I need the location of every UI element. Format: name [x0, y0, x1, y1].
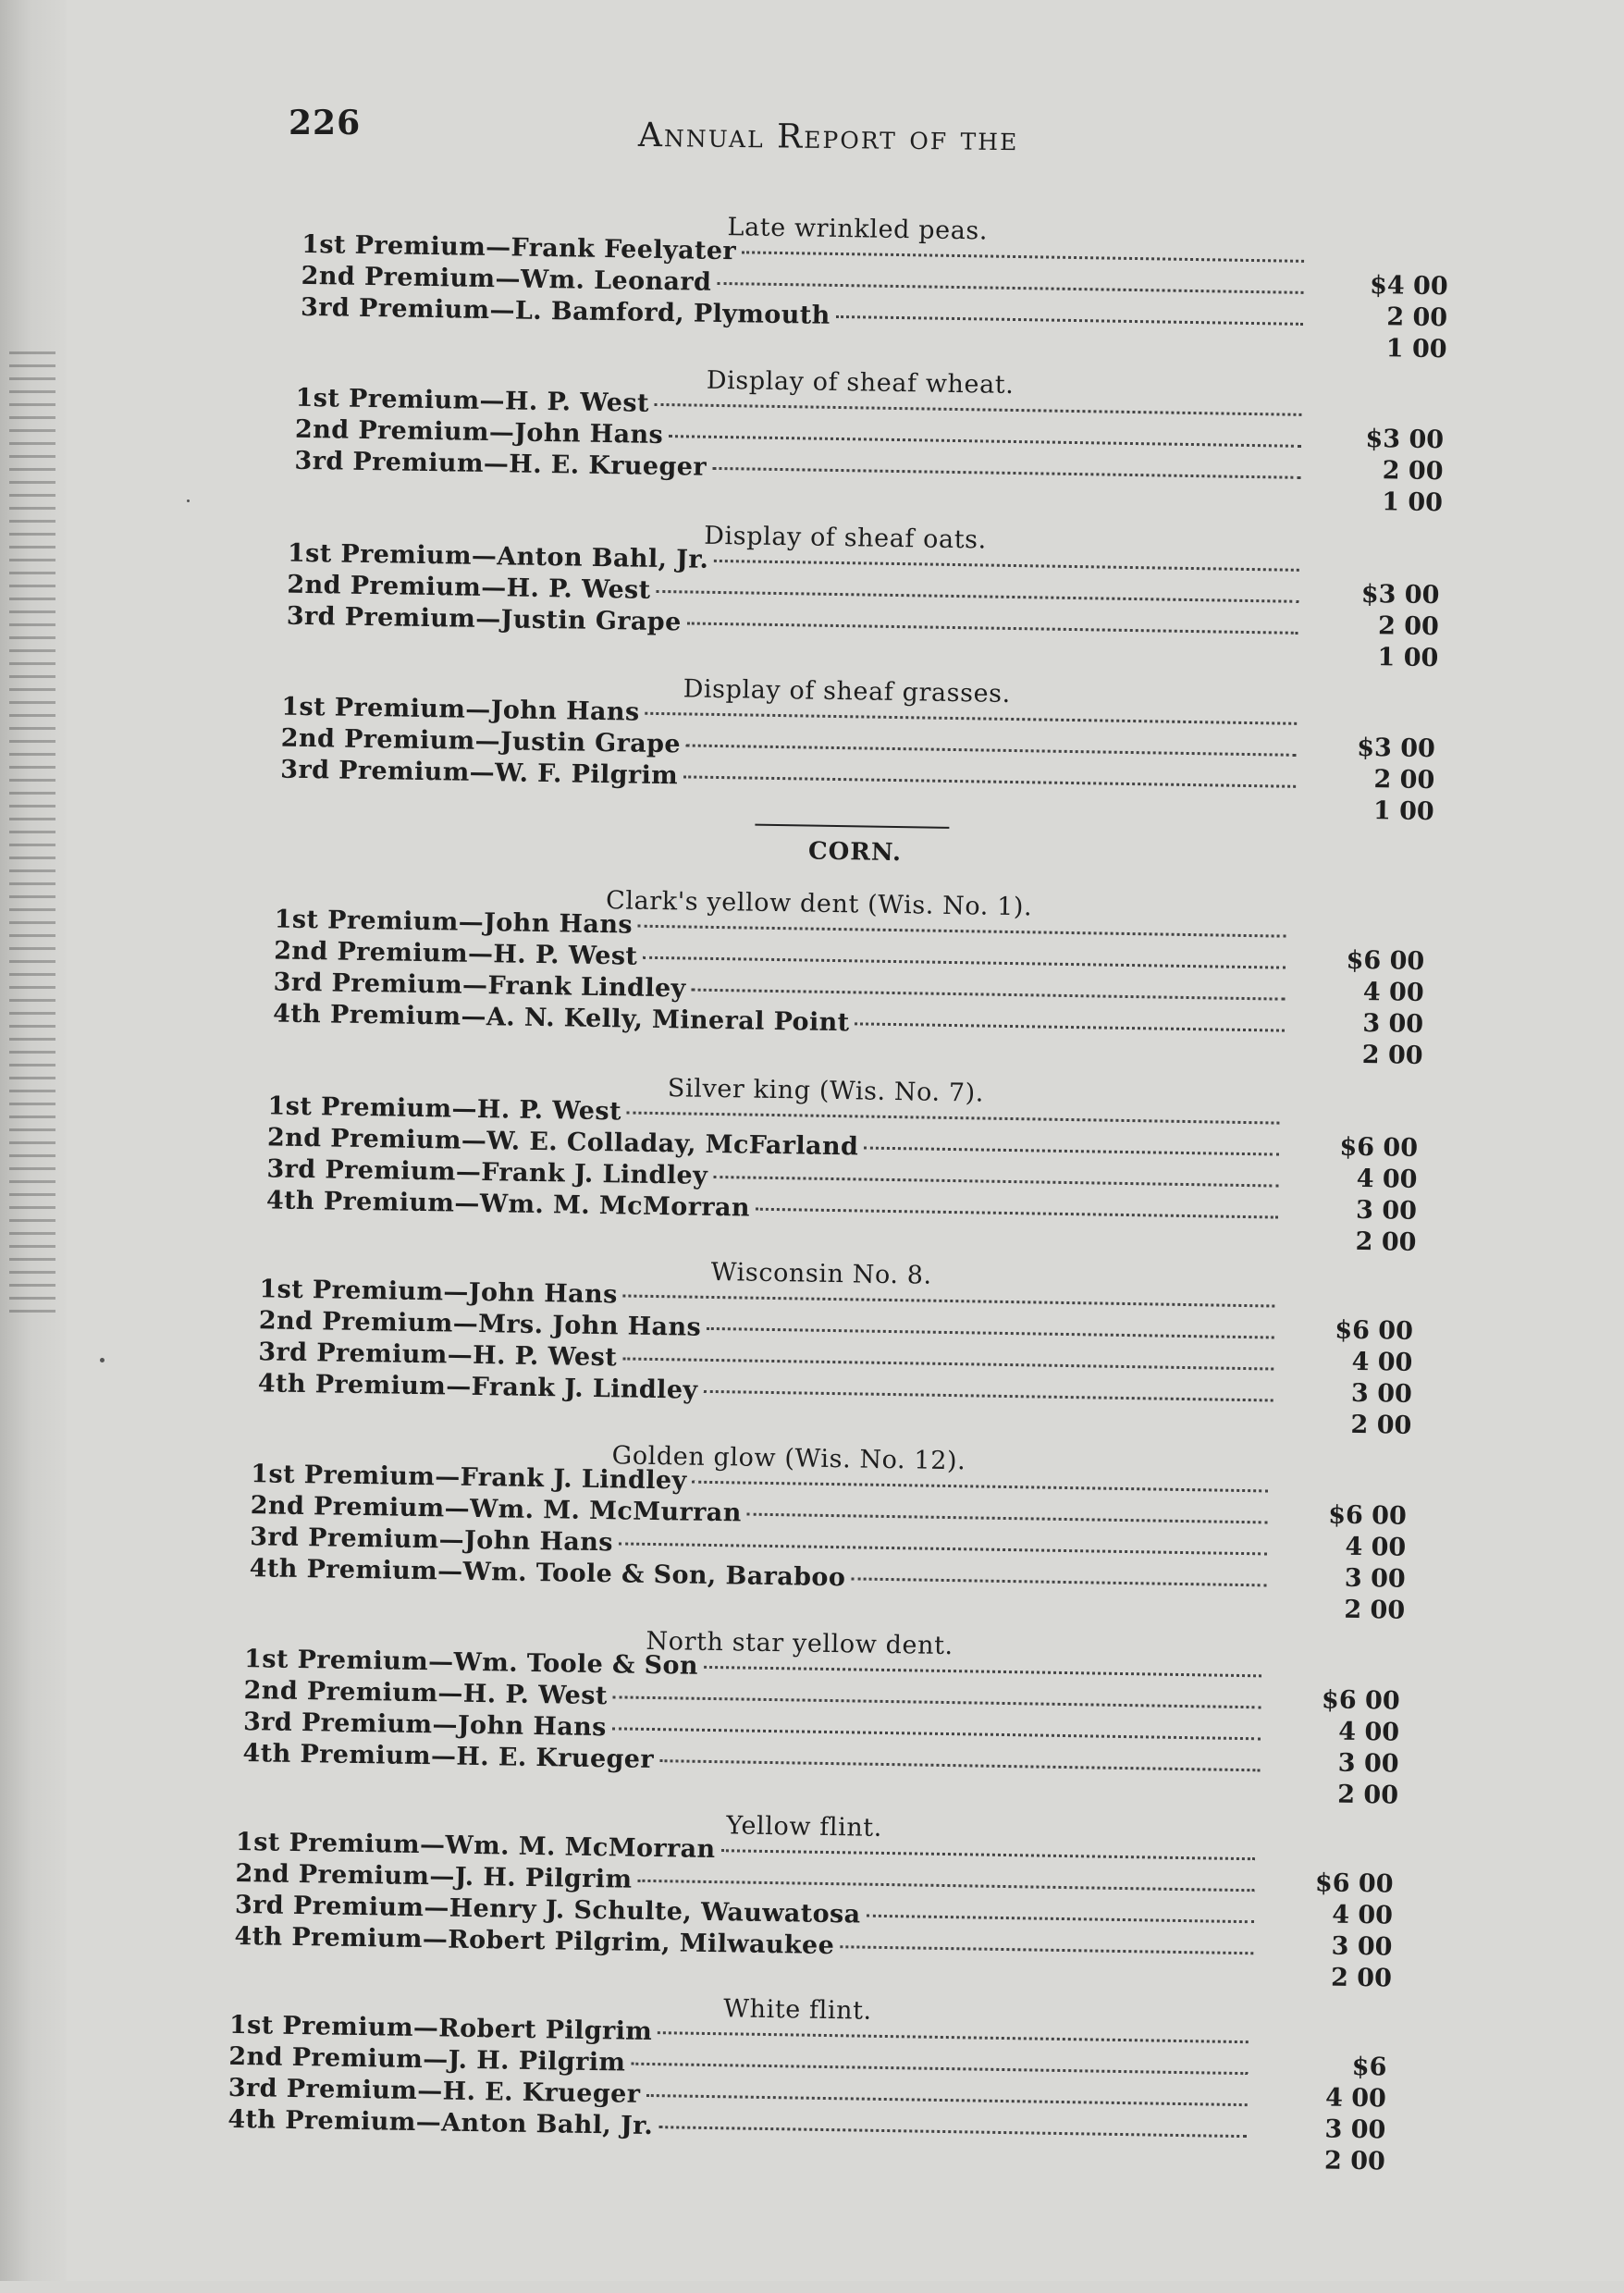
section-heading: Golden glow (Wis. No. 12).	[611, 1441, 966, 1476]
premium-row: 1st Premium—Wm. Toole & Son	[244, 1645, 1267, 1692]
running-head: Annual Report of the	[637, 116, 1019, 159]
premium-amount: 3 00	[1331, 1931, 1393, 1962]
premium-amount: 2 00	[1361, 1040, 1423, 1071]
premium-amount: 2 00	[1355, 1227, 1417, 1257]
paper-speck	[100, 1358, 105, 1362]
premium-row: 1st Premium—Anton Bahl, Jr.	[288, 539, 1305, 586]
premium-amount: 1 00	[1372, 796, 1434, 827]
premium-amount: $6 00	[1346, 945, 1425, 977]
section-heading: Yellow flint.	[726, 1811, 883, 1843]
premium-row: 3rd Premium—John Hans	[250, 1523, 1273, 1570]
premium-amount: 2 00	[1382, 456, 1444, 487]
premium-row: 4th Premium—A. N. Kelly, Mineral Point	[273, 999, 1290, 1046]
premium-row: 2nd Premium—Mrs. John Hans	[259, 1306, 1280, 1353]
premium-row: 1st Premium—Frank J. Lindley	[251, 1460, 1273, 1507]
premium-row: 2nd Premium—W. E. Colladay, McFarland	[267, 1123, 1285, 1170]
premium-amount: 1 00	[1381, 487, 1444, 518]
section-heading: White flint.	[723, 1994, 873, 2026]
premium-row: 3rd Premium—L. Bamford, Plymouth	[301, 293, 1309, 340]
section-heading: Late wrinkled peas.	[727, 213, 989, 246]
premium-amount: 2 00	[1350, 1410, 1412, 1440]
premium-row: 1st Premium—H. P. West	[267, 1091, 1285, 1139]
premium-amount: $6 00	[1339, 1132, 1419, 1163]
premium-row: 4th Premium—H. E. Krueger	[242, 1739, 1265, 1786]
premium-amount: 3 00	[1362, 1008, 1424, 1040]
premium-row: 1st Premium—John Hans	[259, 1275, 1280, 1322]
premium-amount: 2 00	[1330, 1963, 1393, 1993]
premium-amount: 3 00	[1324, 2114, 1386, 2145]
section-heading: Clark's yellow dent (Wis. No. 1).	[605, 886, 1033, 922]
premium-amount: $4 00	[1369, 271, 1448, 302]
premium-amount: $3 00	[1365, 424, 1445, 455]
premium-amount: $6 00	[1321, 1685, 1400, 1716]
premium-row: 1st Premium—Wm. M. McMorran	[236, 1828, 1261, 1875]
premium-amount: $6	[1351, 2052, 1387, 2082]
premium-amount: 2 00	[1377, 611, 1440, 642]
premium-row: 3rd Premium—John Hans	[243, 1707, 1266, 1755]
premium-row: 1st Premium—Frank Feelyater	[301, 230, 1310, 277]
premium-row: 3rd Premium—Justin Grape	[287, 602, 1304, 649]
premium-row: 2nd Premium—H. P. West	[243, 1676, 1266, 1723]
section-heading: Display of sheaf oats.	[704, 521, 988, 555]
premium-row: 4th Premium—Wm. M. McMorran	[266, 1186, 1284, 1233]
premium-amount: 3 00	[1350, 1378, 1413, 1409]
premium-amount: 2 00	[1337, 1780, 1399, 1810]
paper-speck	[187, 499, 190, 502]
page-number: 226	[289, 104, 362, 142]
premium-row: 3rd Premium—W. F. Pilgrim	[280, 756, 1301, 803]
premium-row: 4th Premium—Frank J. Lindley	[258, 1369, 1279, 1416]
section-divider	[755, 824, 949, 829]
premium-row: 3rd Premium—H. E. Krueger	[294, 447, 1306, 494]
section-heading: Display of sheaf wheat.	[706, 365, 1015, 400]
premium-amount: 2 00	[1323, 2146, 1386, 2176]
premium-row: 1st Premium—Robert Pilgrim	[229, 2011, 1254, 2058]
premium-amount: 4 00	[1331, 1900, 1394, 1930]
premium-row: 3rd Premium—Henry J. Schulte, Wauwatosa	[235, 1891, 1260, 1938]
premium-amount: 4 00	[1351, 1347, 1413, 1377]
premium-row: 4th Premium—Robert Pilgrim, Milwaukee	[234, 1922, 1259, 1969]
premium-amount: 4 00	[1324, 2083, 1387, 2114]
premium-row: 2nd Premium—Wm. M. McMurran	[250, 1491, 1273, 1538]
premium-amount: $3 00	[1360, 579, 1440, 610]
premium-row: 2nd Premium—H. P. West	[274, 936, 1291, 983]
premium-row: 2nd Premium—John Hans	[295, 415, 1307, 462]
premium-amount: $6 00	[1327, 1500, 1407, 1531]
section-heading: Display of sheaf grasses.	[683, 674, 1012, 709]
premium-row: 1st Premium—John Hans	[274, 905, 1291, 952]
premium-amount: 3 00	[1355, 1195, 1418, 1226]
premium-amount: $6 00	[1314, 1868, 1394, 1899]
premium-row: 3rd Premium—Frank Lindley	[273, 968, 1290, 1015]
premium-row: 1st Premium—John Hans	[281, 693, 1302, 740]
section-heading: Wisconsin No. 8.	[710, 1257, 932, 1290]
premium-amount: 4 00	[1356, 1164, 1418, 1194]
premium-amount: 3 00	[1344, 1563, 1406, 1594]
section-heading: Silver king (Wis. No. 7).	[667, 1074, 985, 1108]
premium-amount: 2 00	[1386, 302, 1448, 333]
premium-amount: 4 00	[1338, 1717, 1400, 1747]
premium-row: 3rd Premium—H. P. West	[258, 1338, 1279, 1385]
premium-row: 1st Premium—H. P. West	[295, 384, 1307, 431]
premium-amount: 4 00	[1362, 977, 1424, 1008]
premium-amount: $3 00	[1357, 733, 1436, 764]
premium-amount: 1 00	[1385, 334, 1447, 364]
premium-amount: 3 00	[1337, 1748, 1399, 1779]
premium-row: 4th Premium—Wm. Toole & Son, Baraboo	[249, 1554, 1272, 1601]
premium-row: 2nd Premium—J. H. Pilgrim	[228, 2042, 1253, 2090]
premium-row: 2nd Premium—H. P. West	[287, 571, 1304, 618]
premium-amount: 2 00	[1373, 765, 1435, 795]
premium-row: 2nd Premium—J. H. Pilgrim	[235, 1859, 1260, 1906]
premium-row: 4th Premium—Anton Bahl, Jr.	[228, 2105, 1252, 2152]
premium-row: 3rd Premium—H. E. Krueger	[228, 2074, 1253, 2121]
premium-amount: 2 00	[1344, 1595, 1406, 1625]
premium-row: 3rd Premium—Frank J. Lindley	[266, 1154, 1284, 1202]
premium-row: 2nd Premium—Wm. Leonard	[301, 262, 1309, 309]
section-heading: North star yellow dent.	[646, 1626, 953, 1661]
premium-amount: $6 00	[1335, 1315, 1414, 1346]
premium-amount: 1 00	[1377, 643, 1439, 673]
premium-row: 2nd Premium—Justin Grape	[281, 724, 1302, 771]
corn-section-title: CORN.	[807, 837, 903, 868]
premium-amount: 4 00	[1345, 1532, 1407, 1562]
